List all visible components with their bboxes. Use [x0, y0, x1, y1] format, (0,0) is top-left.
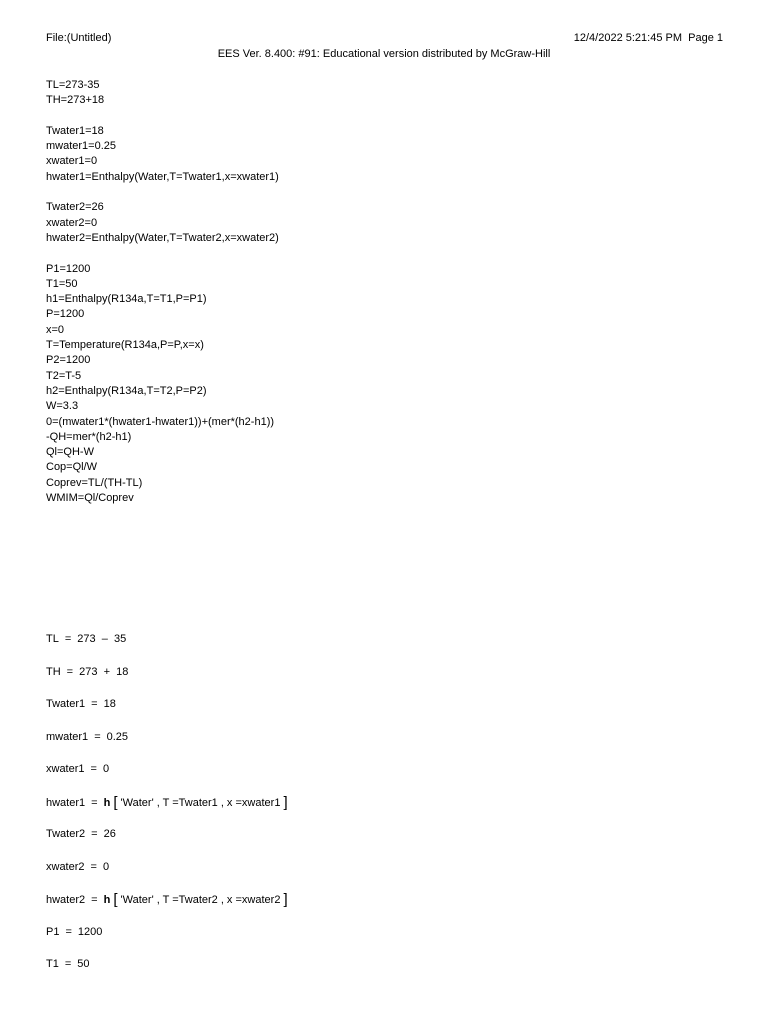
function-arguments: 'Water' , T =Twater2 , x =xwater2 [117, 894, 284, 906]
code-line: hwater2=Enthalpy(Water,T=Twater2,x=xwater2) [46, 231, 279, 244]
code-line: -QH=mer*(h2-h1) [46, 430, 132, 443]
equals-sign: = [64, 633, 72, 645]
right-bracket: ] [283, 891, 288, 908]
code-line: Twater2=26 [46, 201, 104, 214]
equals-sign: = [91, 828, 98, 840]
enthalpy-function-symbol: h [103, 894, 111, 906]
code-group [46, 200, 279, 246]
equation-lhs: TL [46, 633, 59, 645]
equation-lhs: Twater2 [46, 828, 86, 840]
equation-lhs: xwater2 [46, 860, 85, 873]
equals-sign: = [90, 860, 97, 873]
code-group [46, 262, 279, 507]
equation-rhs: 0 [102, 763, 110, 775]
formatted-equation-row [46, 826, 288, 859]
code-line: Cop=Ql/W [46, 461, 98, 474]
equation-lhs: T1 [46, 958, 59, 970]
code-line: Twater1=18 [46, 124, 104, 137]
code-line: h1=Enthalpy(R134a,T=T1,P=P1) [46, 293, 207, 306]
formatted-equation-row [46, 696, 288, 729]
code-line: P2=1200 [46, 354, 91, 367]
header-version-line: EES Ver. 8.400: #91: Educational version distributed by McGraw-Hill [217, 48, 551, 60]
formatted-equation-row [46, 761, 288, 794]
equation-lhs: hwater2 [46, 894, 86, 906]
equation-rhs: 273 – 35 [77, 633, 127, 645]
code-line: hwater1=Enthalpy(Water,T=Twater1,x=xwater1) [46, 170, 279, 183]
formatted-equation-row [46, 664, 288, 697]
left-bracket: [ [113, 793, 118, 811]
code-line: xwater2=0 [46, 216, 98, 229]
code-group [46, 78, 279, 109]
equals-sign: = [91, 698, 98, 710]
equation-rhs: 1200 [77, 925, 103, 938]
code-line: WMIM=Ql/Coprev [46, 492, 134, 505]
equations-code-block [46, 78, 279, 522]
right-bracket: ] [283, 793, 288, 811]
equals-sign: = [65, 925, 72, 938]
equation-rhs: 0 [102, 860, 110, 873]
code-line: W=3.3 [46, 400, 79, 413]
formatted-equation-row [46, 794, 288, 827]
formatted-equation-row [46, 631, 288, 664]
code-line: Coprev=TL/(TH-TL) [46, 476, 143, 489]
left-bracket: [ [113, 891, 118, 908]
formatted-equation-row [46, 924, 288, 957]
code-line: P1=1200 [46, 262, 91, 275]
code-line: T=Temperature(R134a,P=P,x=x) [46, 339, 204, 352]
equation-rhs: 0.25 [106, 730, 129, 743]
equals-sign: = [91, 894, 98, 906]
equation-rhs: 26 [103, 828, 116, 840]
function-arguments: 'Water' , T =Twater1 , x =xwater1 [117, 796, 284, 809]
equation-lhs: xwater1 [46, 763, 85, 775]
equation-rhs: 18 [103, 698, 116, 710]
formatted-equation-row [46, 859, 288, 892]
equals-sign: = [91, 796, 98, 809]
equation-lhs: P1 [46, 925, 60, 938]
code-line: TL=273-35 [46, 79, 100, 91]
formatted-equation-row [46, 956, 288, 989]
code-line: 0=(mwater1*(hwater1-hwater1))+(mer*(h2-h1)) [46, 415, 275, 428]
equation-lhs: hwater1 [46, 796, 86, 809]
code-line: Ql=QH-W [46, 446, 94, 459]
code-line: TH=273+18 [46, 94, 105, 107]
header-file-label: File:(Untitled) [46, 32, 112, 44]
formatted-equation-row [46, 891, 288, 924]
equals-sign: = [90, 763, 97, 775]
code-line: mwater1=0.25 [46, 140, 117, 153]
formatted-equations [46, 631, 288, 989]
code-line: T2=T-5 [46, 369, 82, 382]
formatted-equation-row [46, 729, 288, 762]
code-group [46, 124, 279, 185]
code-line: xwater1=0 [46, 155, 98, 168]
code-line: h2=Enthalpy(R134a,T=T2,P=P2) [46, 384, 207, 397]
equation-lhs: TH [46, 665, 61, 678]
equation-lhs: Twater1 [46, 698, 86, 710]
equation-rhs: 50 [77, 958, 90, 970]
equation-rhs: 273 + 18 [79, 665, 129, 678]
equation-lhs: mwater1 [46, 730, 89, 743]
equals-sign: = [66, 665, 74, 678]
equals-sign: = [94, 730, 101, 743]
header-datetime-page: 12/4/2022 5:21:45 PM Page 1 [573, 32, 723, 44]
code-line: P=1200 [46, 308, 85, 321]
equals-sign: = [64, 958, 72, 970]
code-line: x=0 [46, 323, 65, 336]
enthalpy-function-symbol: h [103, 796, 111, 809]
code-line: T1=50 [46, 277, 78, 290]
